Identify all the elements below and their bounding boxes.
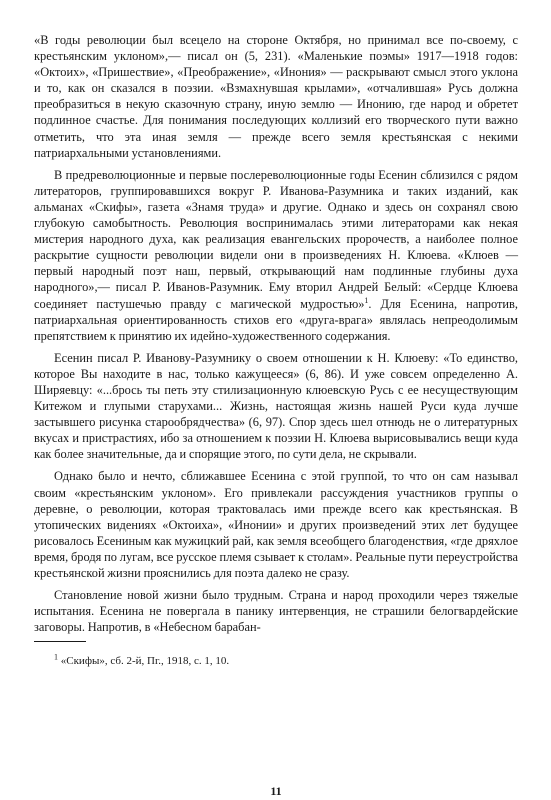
book-page [34, 32, 518, 798]
footnote-marker: 1 [54, 652, 58, 662]
footnote [34, 654, 518, 668]
footnote-divider [34, 641, 86, 642]
paragraph-3: Есенин писал Р. Иванову-Разумнику о своем отношении к Н. Клюеву: «То единство, которое Вы находите в нас, только кажущееся» (6, 86). И уже совсем определенно А. Ширяевцу: «...брось ты петь эту стилизационную клюевскую Русь с ее несуществующим Китежом и глупыми старухами... Жизнь, настоящая жизнь нашей Руси куда лучше застывшего рисунка старообрядчества» (6, 97). Спор здесь шел отнюдь не о литературных вкусах и пристрастиях, ибо за отношением к поэзии Н. Клюева вырисовывались вещи куда как более значительные, да и спорящие этого, по сути дела, не скрывали. [34, 350, 518, 462]
paragraph-2 [34, 167, 518, 344]
paragraph-5: Становление новой жизни было трудным. Страна и народ проходили через тяжелые испытания. Есенина не повергала в панику интервенция, не страшили белогвардейские заговоры. Напротив, в «Небесном барабан- [34, 588, 518, 635]
footnote-text: «Скифы», сб. 2-й, Пг., 1918, с. 1, 10. [60, 655, 230, 668]
paragraph-1: «В годы революции был всецело на стороне Октября, но принимал все по-своему, с крестьянским уклоном»,— писал он (5, 231). «Маленькие поэмы» 1917—1918 годов: «Октоих», «Пришествие», «Преображение», «Инония» — раскрывают смысл этого уклона и то, как он сказался в поэзии. «Взмахнувшая крылами», «отчалившая» Русь должна преобразиться в некую сказочную страну, иную землю — Инонию, где народ и обретет подлинное счастье. Для понимания последующих коллизий его творческого пути важно отметить, что эта иная земля — прежде всего земля крестьянская с некими патриархальными установлениями. [34, 33, 518, 160]
paragraph-2-text: В предреволюционные и первые послереволюционные годы Есенин сблизился с рядом литераторов, группировавшихся вокруг Р. Иванова-Разумника и таких изданий, как альманах «Скифы», газета «Знамя труда» и другие. Однако и здесь он сохранял свою глубокую самобытность. Революция воспринималась этими литераторами как некая мистерия народного духа, как реализация евангельских пророчеств, а наиболее полное раскрытие сущности революции видели они в произведениях Н. Клюева. «Клюев — первый народный поэт наш, первый, открывающий нам подлинные глубины духа народного»,— писал Р. Иванов-Разумник. Ему вторил Андрей Белый: «Сердце Клюева соединяет пастушечью правду с магической мудростью» [34, 167, 518, 311]
main-text [34, 32, 518, 635]
footnote-reference: 1 [364, 295, 369, 305]
page-number: 11 [270, 784, 282, 798]
paragraph-2-continuation: . Для Есенина, напротив, патриархальная ориентированность стихов его «друга-врага» являлась непреодолимым препятствием к принятию их идейно-художественного содержания. [34, 296, 518, 343]
paragraph-4: Однако было и нечто, сближавшее Есенина с этой группой, то что он сам называл своим «крестьянским уклоном». Его привлекали рассуждения участников группы о деревне, о революции, которая трактовалась ими прежде всего как крестьянская. В утопических видениях «Октоиха», «Инонии» и других произведений этих лет будущее рисовалось Есениным как мужицкий рай, как земля всеобщего благоденствия, «где дряхлое время, бродя по лугам, все русское племя сзывает к столам». Реальные пути переустройства крестьянской жизни прояснились для поэта далеко не сразу. [34, 469, 518, 580]
